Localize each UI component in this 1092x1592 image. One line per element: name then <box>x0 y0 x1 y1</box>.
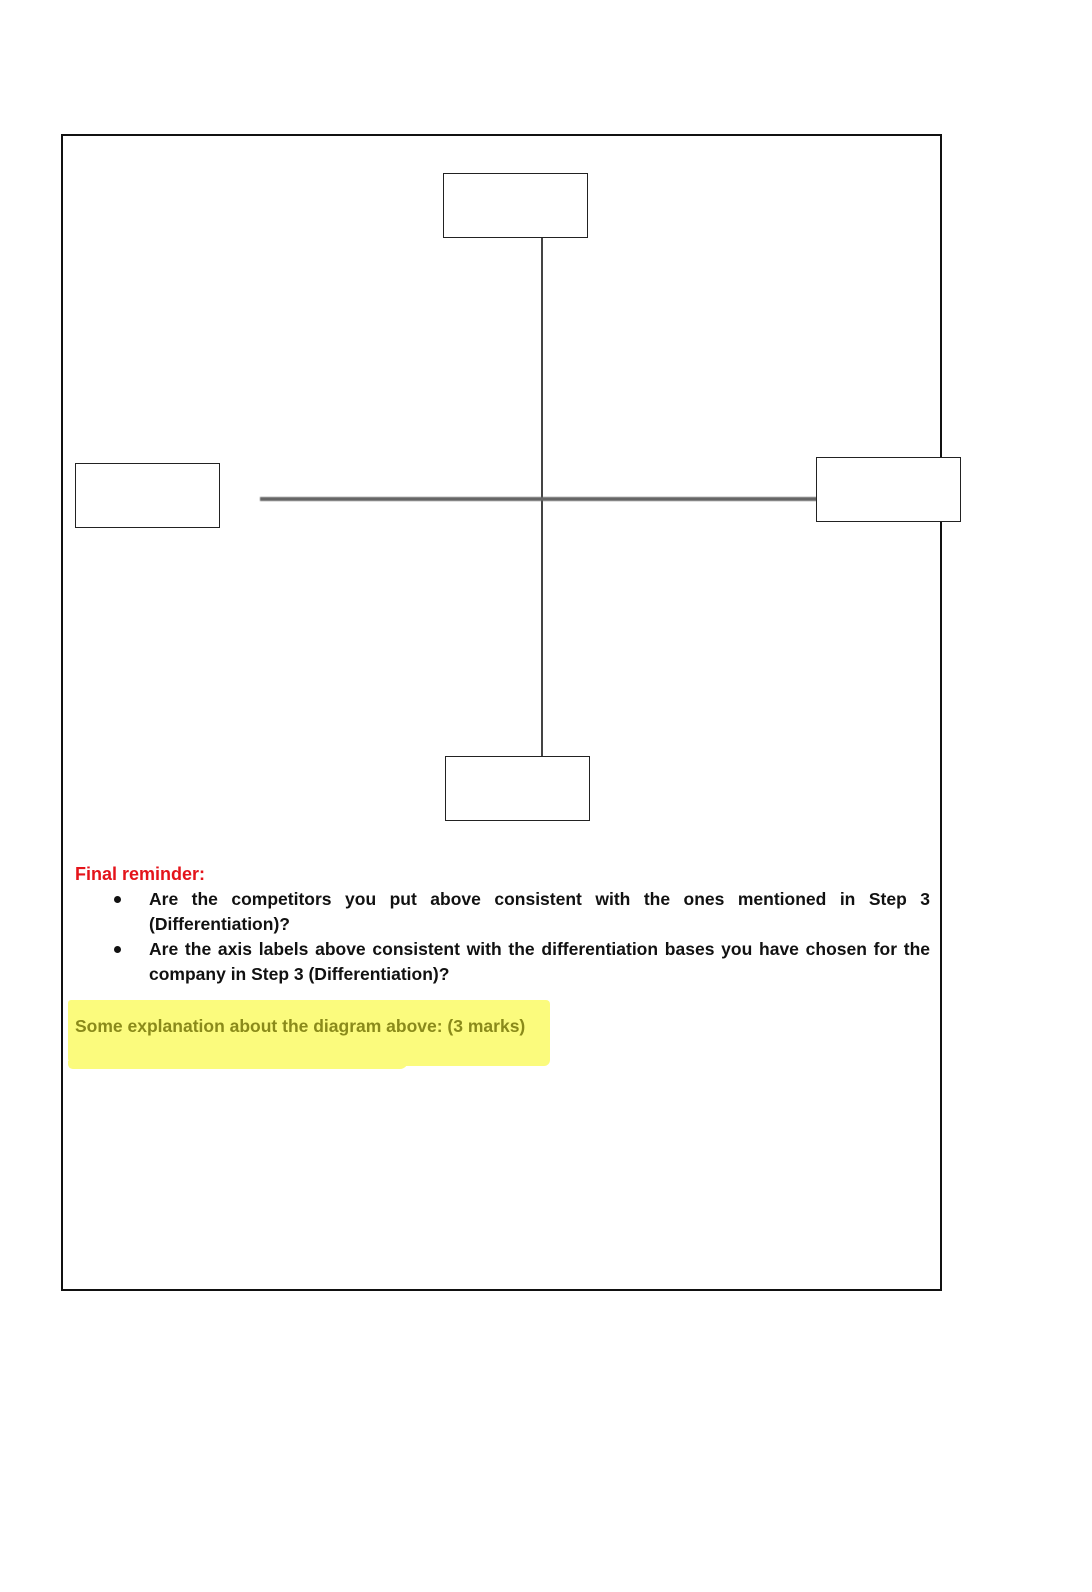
bullet-icon <box>114 896 121 903</box>
reminder-item-text: Are the competitors you put above consistent with the ones mentioned in Step 3 (Differentiation)? <box>149 889 930 934</box>
axis-label-box-left[interactable] <box>75 463 220 528</box>
document-frame <box>61 134 942 1291</box>
reminder-item-axis-labels <box>75 937 930 987</box>
reminder-list <box>75 887 930 987</box>
axis-label-box-top[interactable] <box>443 173 588 238</box>
horizontal-axis-line <box>260 497 817 501</box>
reminder-item-text: Are the axis labels above consistent with the differentiation bases you have chosen for the company in Step 3 (Differentiation)? <box>149 939 930 984</box>
reminder-item-competitors <box>75 887 930 937</box>
axis-label-box-bottom[interactable] <box>445 756 590 821</box>
axis-label-box-right[interactable] <box>816 457 961 522</box>
final-reminder-heading: Final reminder: <box>75 864 206 884</box>
explanation-prompt: Some explanation about the diagram above: (3 marks) <box>75 1016 526 1036</box>
bullet-icon <box>114 946 121 953</box>
